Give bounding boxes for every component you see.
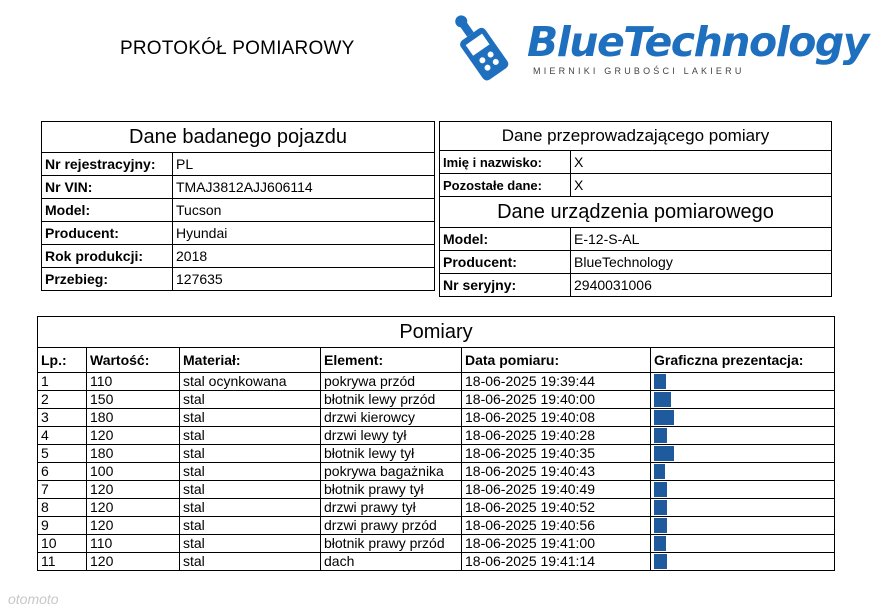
- row-material: stal: [180, 499, 321, 517]
- vehicle-header: Dane badanego pojazdu: [42, 122, 435, 153]
- device-row: [440, 228, 832, 251]
- operator-label: Imię i nazwisko:: [440, 151, 571, 174]
- measurement-bar: [654, 554, 667, 569]
- measurement-bar: [654, 374, 666, 389]
- measurement-bar: [654, 392, 671, 407]
- vehicle-row: [42, 268, 435, 291]
- row-lp: 8: [38, 499, 87, 517]
- vehicle-row: [42, 199, 435, 222]
- row-graphic: [651, 517, 835, 535]
- table-row: [38, 373, 835, 391]
- page-title: PROTOKÓŁ POMIAROWY: [120, 38, 355, 59]
- table-row: [38, 463, 835, 481]
- measurement-bar: [654, 410, 674, 425]
- row-lp: 7: [38, 481, 87, 499]
- row-element: dach: [321, 553, 462, 571]
- operator-label: Pozostałe dane:: [440, 174, 571, 197]
- measurements-header: Pomiary: [38, 317, 835, 348]
- row-graphic: [651, 463, 835, 481]
- row-value: 120: [87, 517, 180, 535]
- row-value: 120: [87, 499, 180, 517]
- row-lp: 4: [38, 427, 87, 445]
- row-element: drzwi lewy tył: [321, 427, 462, 445]
- row-lp: 2: [38, 391, 87, 409]
- row-lp: 10: [38, 535, 87, 553]
- row-value: 110: [87, 535, 180, 553]
- table-row: [38, 427, 835, 445]
- measurements-table: [37, 316, 835, 571]
- vehicle-value: TMAJ3812AJJ606114: [173, 176, 435, 199]
- row-date: 18-06-2025 19:40:35: [462, 445, 651, 463]
- column-header: Materiał:: [180, 348, 321, 373]
- vehicle-row: [42, 176, 435, 199]
- row-lp: 1: [38, 373, 87, 391]
- row-element: drzwi kierowcy: [321, 409, 462, 427]
- vehicle-row: [42, 245, 435, 268]
- row-date: 18-06-2025 19:40:52: [462, 499, 651, 517]
- row-date: 18-06-2025 19:41:14: [462, 553, 651, 571]
- logo-subtitle: MIERNIKI GRUBOŚCI LAKIERU: [533, 66, 745, 76]
- measurement-bar: [654, 464, 665, 479]
- device-label: Nr seryjny:: [440, 274, 571, 297]
- measurements-body: [38, 373, 835, 571]
- operator-header: Dane przeprowadzającego pomiary: [440, 122, 832, 151]
- operator-row: [440, 174, 832, 197]
- row-graphic: [651, 499, 835, 517]
- table-row: [38, 481, 835, 499]
- row-material: stal: [180, 535, 321, 553]
- vehicle-label: Model:: [42, 199, 173, 222]
- device-row: [440, 274, 832, 297]
- row-material: stal: [180, 445, 321, 463]
- table-row: [38, 391, 835, 409]
- measurement-bar: [654, 500, 667, 515]
- row-element: błotnik lewy przód: [321, 391, 462, 409]
- operator-value: X: [571, 151, 832, 174]
- row-element: drzwi prawy przód: [321, 517, 462, 535]
- vehicle-label: Rok produkcji:: [42, 245, 173, 268]
- measurement-bar: [654, 518, 667, 533]
- row-date: 18-06-2025 19:40:49: [462, 481, 651, 499]
- row-lp: 3: [38, 409, 87, 427]
- table-row: [38, 517, 835, 535]
- row-value: 120: [87, 481, 180, 499]
- row-element: pokrywa przód: [321, 373, 462, 391]
- operator-row: [440, 151, 832, 174]
- device-label: Model:: [440, 228, 571, 251]
- vehicle-value: 127635: [173, 268, 435, 291]
- row-element: błotnik prawy przód: [321, 535, 462, 553]
- column-header: Lp.:: [38, 348, 87, 373]
- measurements-column-headers: [38, 348, 835, 373]
- device-label: Producent:: [440, 251, 571, 274]
- row-material: stal: [180, 427, 321, 445]
- row-graphic: [651, 391, 835, 409]
- row-lp: 5: [38, 445, 87, 463]
- row-date: 18-06-2025 19:40:28: [462, 427, 651, 445]
- row-material: stal: [180, 391, 321, 409]
- row-date: 18-06-2025 19:40:56: [462, 517, 651, 535]
- table-row: [38, 553, 835, 571]
- measurement-bar: [654, 428, 667, 443]
- row-graphic: [651, 445, 835, 463]
- row-lp: 9: [38, 517, 87, 535]
- logo-text: BlueTechnology: [527, 18, 868, 66]
- device-value: 2940031006: [571, 274, 832, 297]
- row-graphic: [651, 481, 835, 499]
- row-date: 18-06-2025 19:41:00: [462, 535, 651, 553]
- row-date: 18-06-2025 19:39:44: [462, 373, 651, 391]
- vehicle-value: Hyundai: [173, 222, 435, 245]
- device-header: Dane urządzenia pomiarowego: [440, 197, 832, 228]
- column-header: Wartość:: [87, 348, 180, 373]
- vehicle-label: Nr rejestracyjny:: [42, 153, 173, 176]
- operator-device-table: [439, 121, 832, 297]
- row-material: stal ocynkowana: [180, 373, 321, 391]
- row-value: 150: [87, 391, 180, 409]
- row-date: 18-06-2025 19:40:08: [462, 409, 651, 427]
- row-element: błotnik prawy tył: [321, 481, 462, 499]
- vehicle-label: Producent:: [42, 222, 173, 245]
- row-material: stal: [180, 517, 321, 535]
- operator-value: X: [571, 174, 832, 197]
- row-lp: 6: [38, 463, 87, 481]
- row-value: 120: [87, 553, 180, 571]
- row-graphic: [651, 427, 835, 445]
- row-value: 180: [87, 445, 180, 463]
- row-graphic: [651, 553, 835, 571]
- measurement-bar: [654, 536, 666, 551]
- table-row: [38, 445, 835, 463]
- vehicle-label: Przebieg:: [42, 268, 173, 291]
- table-row: [38, 535, 835, 553]
- row-material: stal: [180, 553, 321, 571]
- row-graphic: [651, 409, 835, 427]
- gauge-icon: [444, 6, 528, 90]
- vehicle-value: PL: [173, 153, 435, 176]
- row-lp: 11: [38, 553, 87, 571]
- row-value: 100: [87, 463, 180, 481]
- device-value: BlueTechnology: [571, 251, 832, 274]
- table-row: [38, 409, 835, 427]
- column-header: Graficzna prezentacja:: [651, 348, 835, 373]
- vehicle-table: [41, 121, 435, 291]
- row-graphic: [651, 535, 835, 553]
- row-element: błotnik lewy tył: [321, 445, 462, 463]
- row-element: drzwi prawy tył: [321, 499, 462, 517]
- table-row: [38, 499, 835, 517]
- row-value: 110: [87, 373, 180, 391]
- watermark: otomoto: [8, 591, 59, 607]
- row-material: stal: [180, 481, 321, 499]
- vehicle-value: 2018: [173, 245, 435, 268]
- device-value: E-12-S-AL: [571, 228, 832, 251]
- measurement-bar: [654, 446, 674, 461]
- column-header: Data pomiaru:: [462, 348, 651, 373]
- row-material: stal: [180, 409, 321, 427]
- vehicle-value: Tucson: [173, 199, 435, 222]
- device-row: [440, 251, 832, 274]
- vehicle-row: [42, 222, 435, 245]
- row-value: 180: [87, 409, 180, 427]
- vehicle-label: Nr VIN:: [42, 176, 173, 199]
- row-value: 120: [87, 427, 180, 445]
- row-element: pokrywa bagażnika: [321, 463, 462, 481]
- vehicle-row: [42, 153, 435, 176]
- row-date: 18-06-2025 19:40:00: [462, 391, 651, 409]
- row-material: stal: [180, 463, 321, 481]
- row-graphic: [651, 373, 835, 391]
- measurement-bar: [654, 482, 667, 497]
- logo: [444, 6, 528, 95]
- row-date: 18-06-2025 19:40:43: [462, 463, 651, 481]
- column-header: Element:: [321, 348, 462, 373]
